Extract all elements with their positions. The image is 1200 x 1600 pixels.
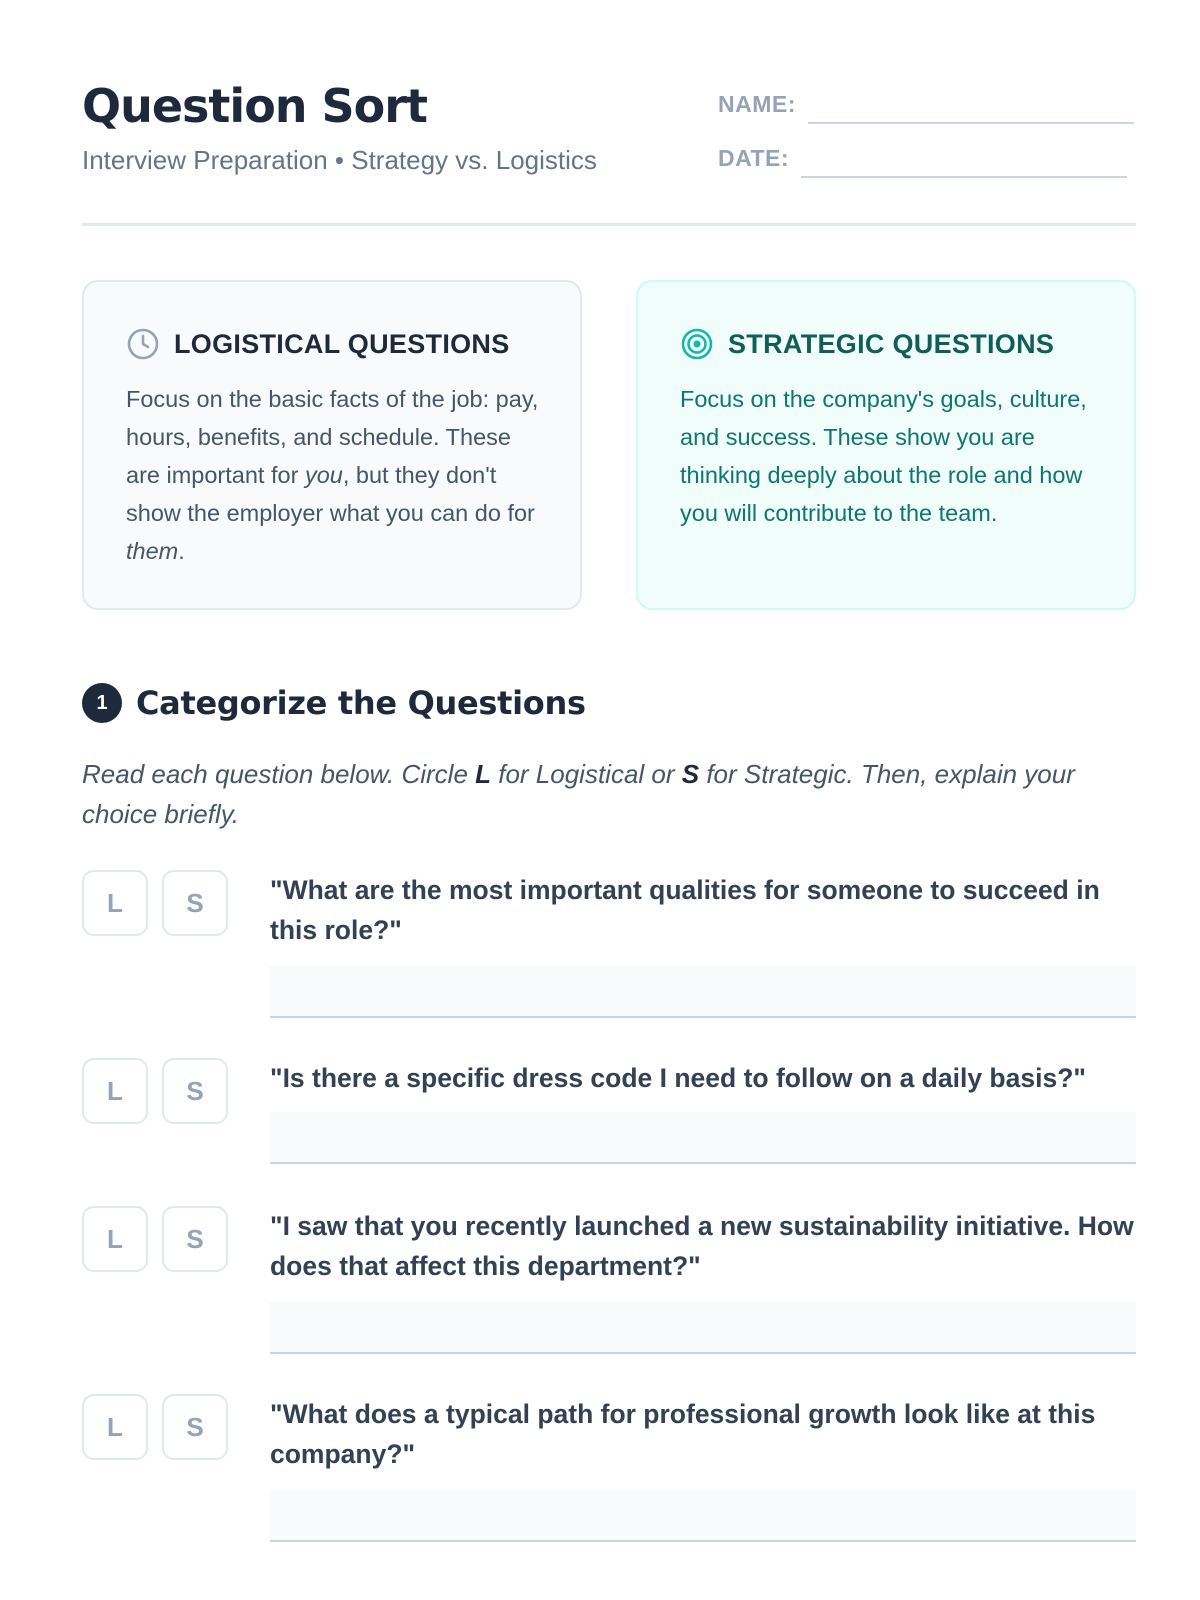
date-field xyxy=(718,138,1127,178)
strategic-card-header xyxy=(680,326,1094,362)
step-number-badge: 1 xyxy=(82,683,122,723)
logistical-card xyxy=(82,280,582,610)
strategic-choice-box[interactable]: S xyxy=(162,1394,228,1460)
section-title: Categorize the Questions xyxy=(136,684,586,722)
strategic-choice-box[interactable]: S xyxy=(162,870,228,936)
logistical-card-header xyxy=(126,326,540,362)
strategic-card-body: Focus on the company's goals, culture, and success. These show you are thinking deeply about the role and how you will contribute to the team. xyxy=(680,386,1087,526)
section-header xyxy=(82,682,586,724)
worksheet-header xyxy=(82,78,1136,226)
answer-line[interactable] xyxy=(270,966,1136,1018)
question-text: "Is there a specific dress code I need to follow on a daily basis?" xyxy=(270,1063,1086,1093)
instructions-text: Read each question below. Circle L for Logistical or S for Strategic. Then, explain your choice briefly. xyxy=(82,759,1075,829)
name-input-line[interactable] xyxy=(808,122,1134,124)
strategic-card-title: STRATEGIC QUESTIONS xyxy=(728,328,1055,359)
logistical-choice-box[interactable]: L xyxy=(82,870,148,936)
clock-icon xyxy=(126,327,160,361)
date-label: DATE: xyxy=(718,145,790,171)
name-field xyxy=(718,84,1134,124)
target-icon xyxy=(680,327,714,361)
logistical-card-body: Focus on the basic facts of the job: pay, hours, benefits, and schedule. These are important for you, but they don't show the employer what you can do for them. xyxy=(126,386,539,564)
page-subtitle: Interview Preparation • Strategy vs. Logistics xyxy=(82,145,597,175)
definition-cards xyxy=(82,280,1136,610)
logistical-card-title: LOGISTICAL QUESTIONS xyxy=(174,328,510,359)
answer-line[interactable] xyxy=(270,1302,1136,1354)
strategic-card xyxy=(636,280,1136,610)
name-label: NAME: xyxy=(718,91,796,117)
strategic-choice-box[interactable]: S xyxy=(162,1058,228,1124)
answer-line[interactable] xyxy=(270,1490,1136,1542)
page-title: Question Sort xyxy=(82,79,427,133)
logistical-choice-box[interactable]: L xyxy=(82,1058,148,1124)
question-text: "What does a typical path for professional growth look like at this company?" xyxy=(270,1399,1096,1469)
strategic-choice-box[interactable]: S xyxy=(162,1206,228,1272)
question-text: "What are the most important qualities for someone to succeed in this role?" xyxy=(270,875,1100,945)
date-input-line[interactable] xyxy=(801,176,1127,178)
logistical-choice-box[interactable]: L xyxy=(82,1394,148,1460)
worksheet-page xyxy=(82,0,1136,1600)
logistical-choice-box[interactable]: L xyxy=(82,1206,148,1272)
answer-line[interactable] xyxy=(270,1112,1136,1164)
question-text: "I saw that you recently launched a new sustainability initiative. How does that affect this department?" xyxy=(270,1211,1134,1281)
